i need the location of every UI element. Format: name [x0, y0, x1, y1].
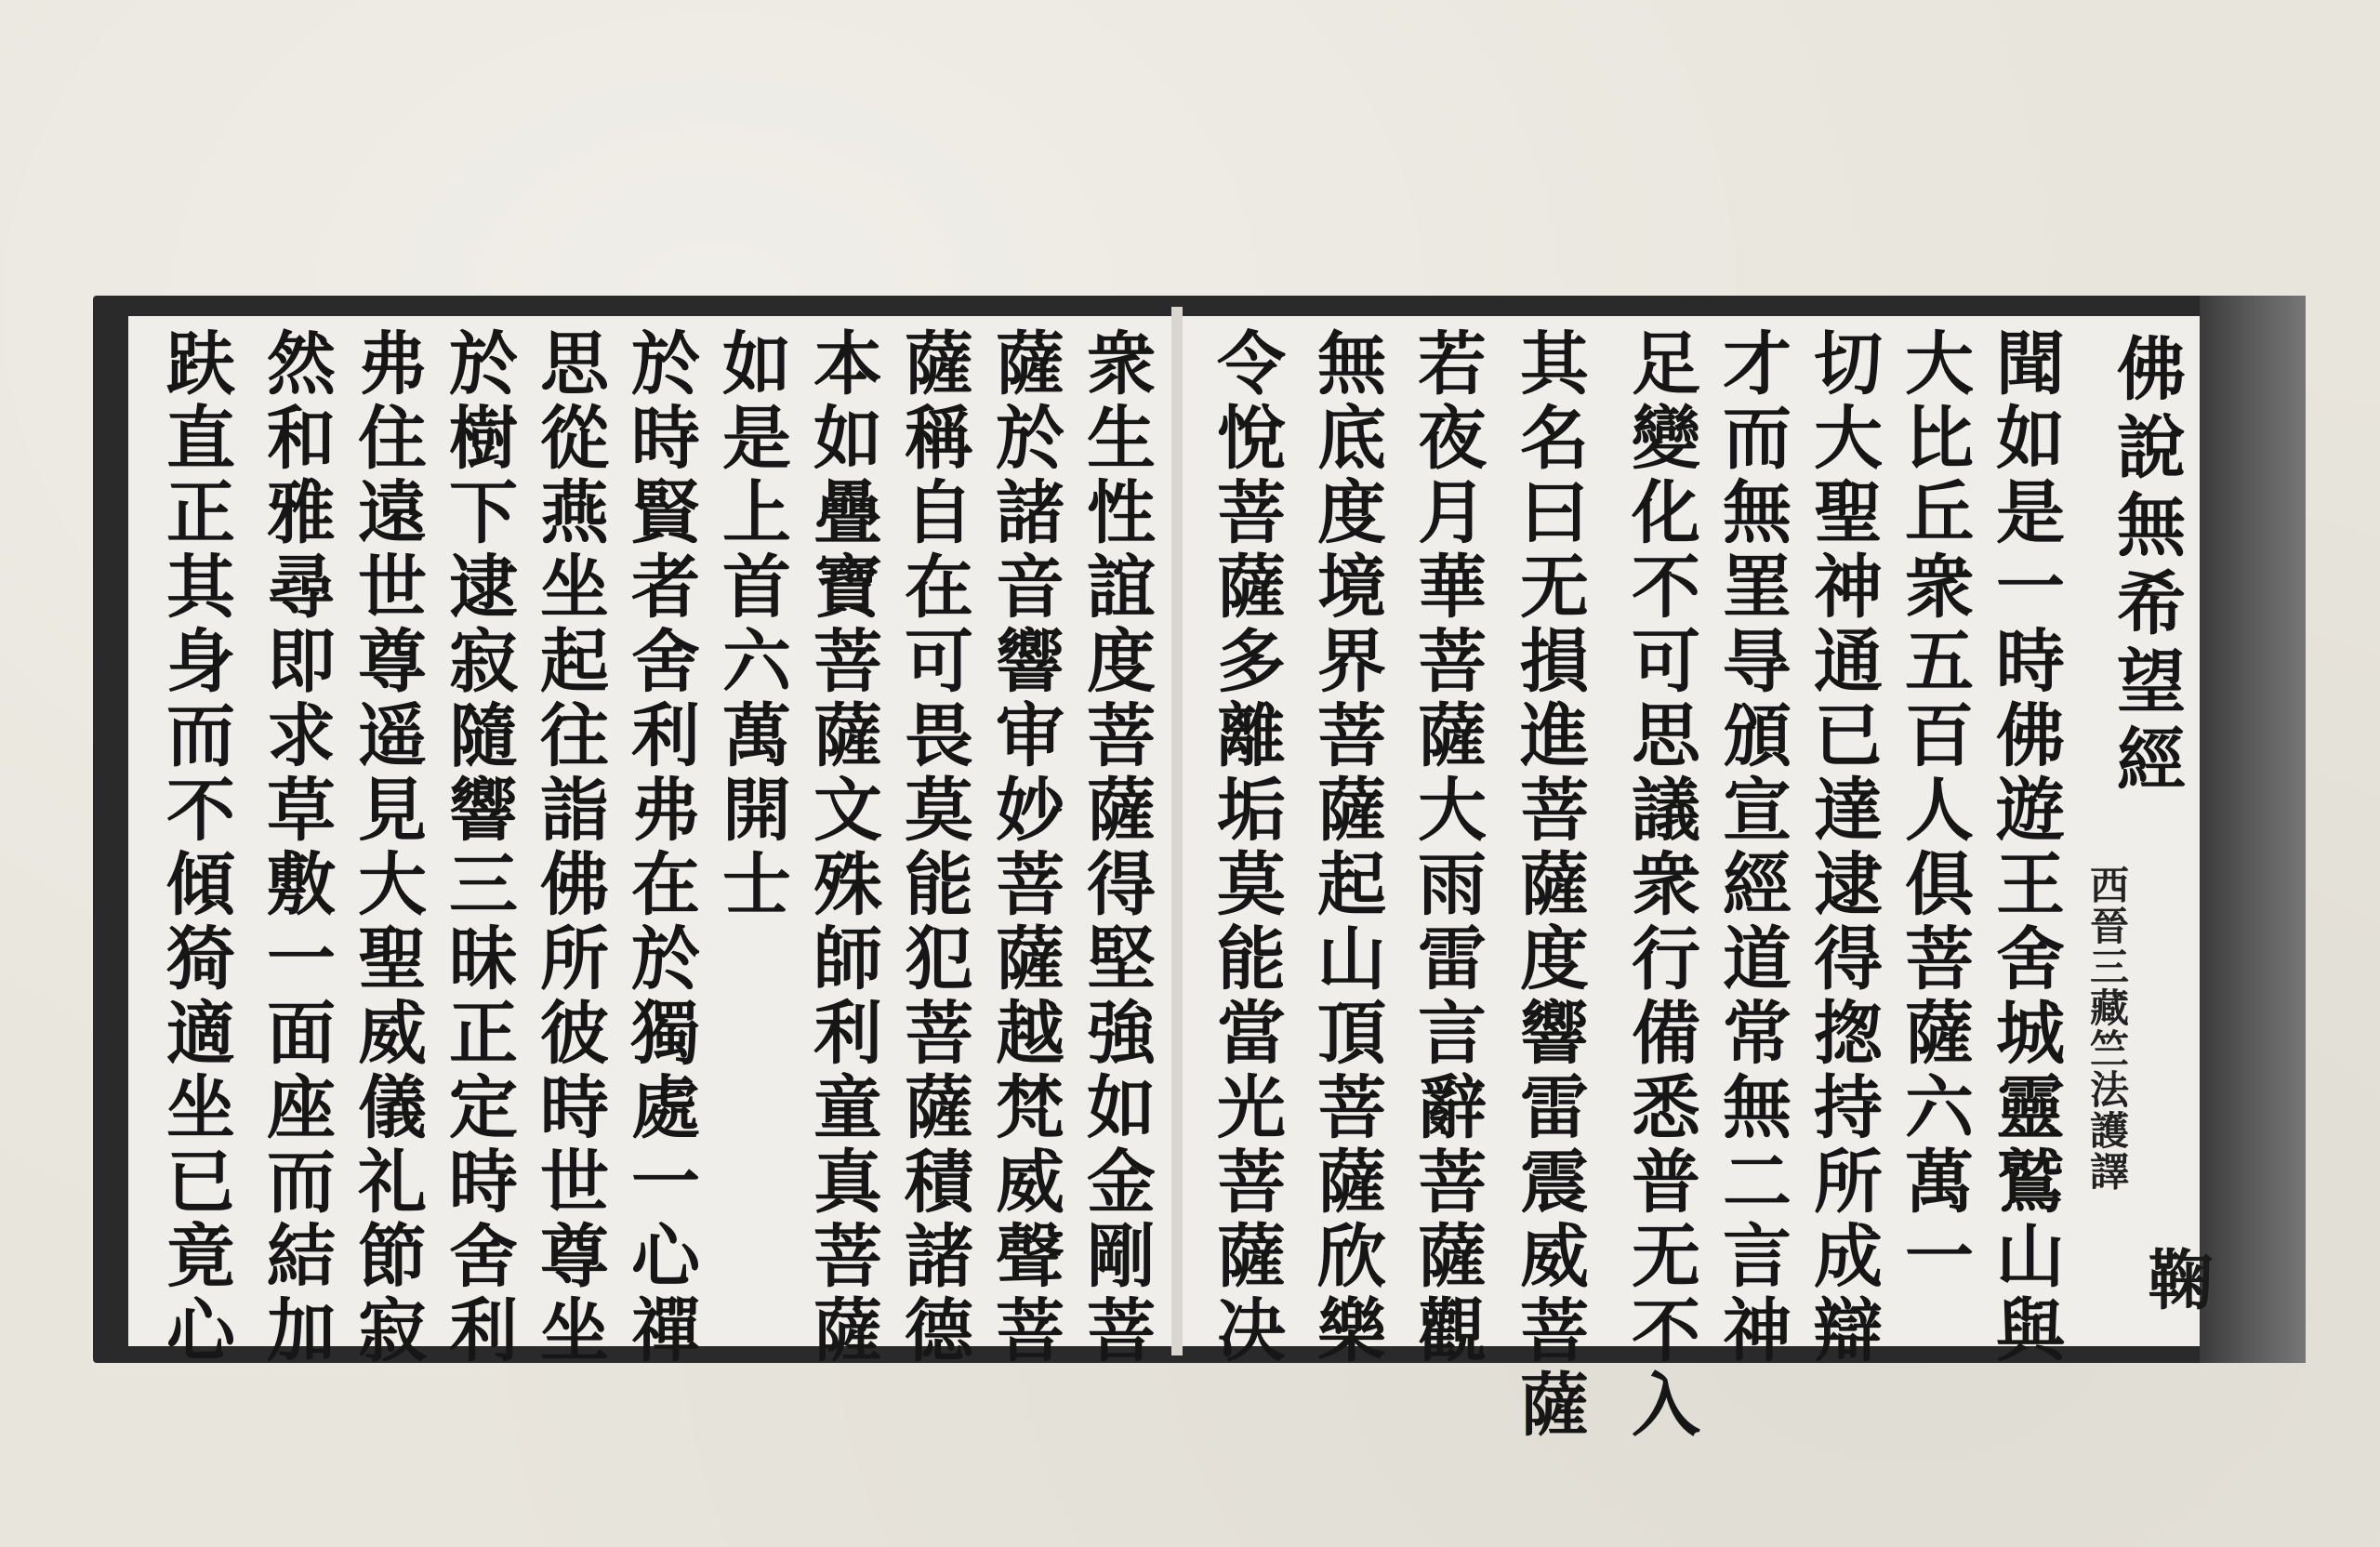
text-column: 無底度境界菩薩起山頂菩薩欣樂 [1306, 327, 1386, 1368]
sutra-title: 佛說無希望經 [2106, 333, 2186, 801]
text-column: 弗住遠世尊遥見大聖威儀礼節寂 [347, 327, 427, 1368]
text-column: 於時賢者舍利弗在於獨處一心禪 [620, 327, 700, 1368]
text-column: 才而無罣㝵頒宣經道常無二言神 [1712, 327, 1792, 1368]
text-column: 本如疊寶菩薩文殊師利童真菩薩 [802, 327, 882, 1368]
text-column: 其名曰无損進菩薩度響雷震威菩薩 [1509, 327, 1589, 1443]
text-column: 思從燕坐起往詣佛所彼時世尊坐 [529, 327, 609, 1368]
text-column: 薩於諸音響审妙菩薩越梵威聲菩 [985, 327, 1064, 1368]
text-column: 衆生性誼度菩薩得堅強如金剛菩 [1076, 327, 1156, 1368]
text-column: 切大聖神通已達逮得揔持所成辯 [1803, 327, 1883, 1368]
text-column: 若夜月華菩薩大雨雷言辭菩薩觀 [1407, 327, 1487, 1368]
text-column: 如是上首六萬開士 [711, 327, 791, 922]
text-column: 趺直正其身而不傾猗適坐已竟心 [155, 327, 235, 1368]
center-fold-line [1171, 307, 1183, 1355]
text-column: 聞如是一時佛遊王舍城靈鷲山與 [1985, 327, 2065, 1368]
text-column: 令悅菩薩多離垢莫能當光菩薩决 [1206, 327, 1286, 1368]
translator-line: 西晉三藏竺法護譯 [2084, 865, 2130, 1192]
side-mark: 鞠 [2137, 1246, 2215, 1311]
text-column: 然和雅尋即求草敷一面座而結加 [256, 327, 336, 1368]
text-column: 足變化不可思議衆行備悉普无不入 [1620, 327, 1700, 1443]
print-block-edge [2200, 296, 2306, 1363]
text-column: 大比丘衆五百人俱菩薩六萬一 [1894, 327, 1974, 1294]
text-column: 於樹下逮寂隨響三昧正定時舍利 [438, 327, 518, 1368]
text-column: 薩稱自在可畏莫能犯菩薩積諸德 [893, 327, 973, 1368]
